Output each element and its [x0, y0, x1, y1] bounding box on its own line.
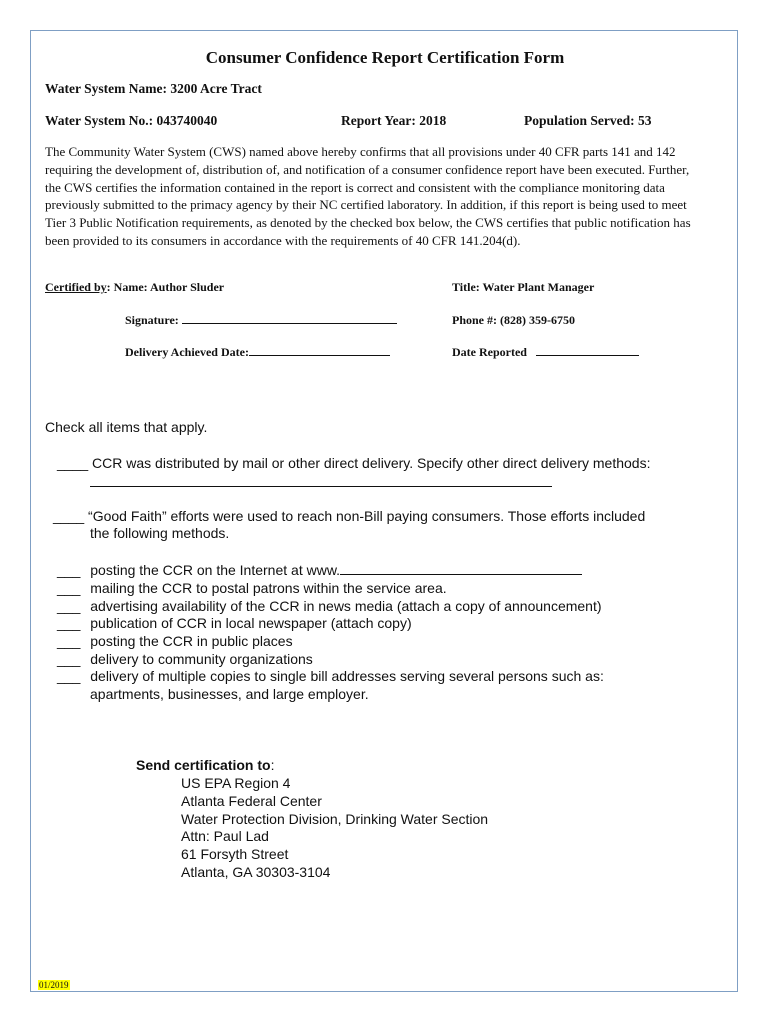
item-good-faith-cont: the following methods.: [90, 525, 230, 541]
method-public-places: [57, 633, 293, 649]
address-line: US EPA Region 4: [181, 775, 291, 791]
footer-date-highlight: 01/2019: [39, 980, 69, 990]
send-certification-label: Send certification to: [136, 757, 271, 773]
population-served: Population Served: 53: [524, 113, 652, 128]
check-blank-method[interactable]: ___: [57, 580, 81, 596]
water-system-number: Water System No.: 043740040: [45, 113, 218, 128]
send-certification-colon: :: [270, 757, 275, 773]
report-year: Report Year: 2018: [341, 113, 447, 128]
water-system-name: Water System Name: 3200 Acre Tract: [45, 81, 262, 96]
form-title: Consumer Confidence Report Certification Form: [205, 48, 565, 67]
method-label: advertising availability of the CCR in news media (attach a copy of announcement): [90, 598, 602, 614]
certified-by-label: Certified by: [45, 280, 107, 294]
check-blank-direct-delivery[interactable]: ____: [57, 455, 89, 471]
address-line: 61 Forsyth Street: [181, 846, 289, 862]
method-label: posting the CCR in public places: [90, 633, 293, 649]
method-label: delivery of multiple copies to single bill addresses serving several persons such as:: [90, 668, 604, 684]
method-label: mailing the CCR to postal patrons within the service area.: [90, 580, 447, 596]
item-good-faith: [53, 508, 645, 524]
signature-row: [125, 313, 397, 328]
address-line: Water Protection Division, Drinking Water Section: [181, 811, 489, 827]
certifier-title: Title: Water Plant Manager: [452, 280, 595, 294]
date-reported-row: [452, 345, 639, 360]
delivery-date-row: [125, 345, 390, 360]
address-line: Attn: Paul Lad: [181, 828, 269, 844]
date-reported-label: Date Reported: [452, 345, 527, 359]
method-internet: [57, 562, 582, 578]
footer-revision-date: [38, 975, 70, 993]
phone-number: Phone #: (828) 359-6750: [452, 313, 575, 327]
item-direct-delivery-label: CCR was distributed by mail or other direct delivery. Specify other direct delivery methods:: [92, 455, 651, 471]
method-multiple-copies-cont: apartments, businesses, and large employer.: [90, 686, 369, 702]
date-reported-field[interactable]: [536, 354, 639, 356]
method-mailing: [57, 580, 447, 596]
check-blank-method[interactable]: ___: [57, 562, 81, 578]
check-blank-method[interactable]: ___: [57, 668, 81, 684]
address-line: Atlanta Federal Center: [181, 793, 322, 809]
certifier-name: Name: Author Sluder: [113, 280, 225, 294]
method-advertising: [57, 598, 602, 614]
method-label: posting the CCR on the Internet at www.: [90, 562, 341, 578]
method-community-orgs: [57, 651, 313, 667]
certified-by-row: [45, 280, 224, 295]
check-blank-method[interactable]: ___: [57, 633, 81, 649]
direct-delivery-methods-field[interactable]: [90, 486, 552, 487]
delivery-date-label: Delivery Achieved Date:: [125, 345, 249, 359]
check-blank-method[interactable]: ___: [57, 615, 81, 631]
signature-label: Signature:: [125, 313, 179, 327]
certification-paragraph: The Community Water System (CWS) named above hereby confirms that all provisions under 40 CFR parts 141 and 142 requiring the development of, distribution of, and notification of a consumer confidence report have been executed. Further, the CWS certifies the information contained in the report is correct and consistent with the compliance monitoring data previously submitted to the primacy agency by their NC certified laboratory. In addition, if this report is being used to meet Tier 3 Public Notification requirements, as denoted by the checked box below, the CWS certifies that public notification has been provided to its consumers in accordance with the requirements of 40 CFR 141.204(d).: [45, 144, 691, 248]
method-label: publication of CCR in local newspaper (attach copy): [90, 615, 412, 631]
address-line: Atlanta, GA 30303-3104: [181, 864, 331, 880]
check-blank-method[interactable]: ___: [57, 598, 81, 614]
send-certification-heading: [136, 757, 274, 773]
method-multiple-copies: [57, 668, 604, 684]
check-blank-method[interactable]: ___: [57, 651, 81, 667]
signature-field[interactable]: [182, 322, 397, 324]
check-blank-good-faith[interactable]: ____: [53, 508, 85, 524]
method-newspaper: [57, 615, 412, 631]
item-good-faith-label: “Good Faith” efforts were used to reach non-Bill paying consumers. Those efforts included: [88, 508, 646, 524]
check-heading: Check all items that apply.: [45, 419, 208, 435]
method-label: delivery to community organizations: [90, 651, 313, 667]
item-direct-delivery: [57, 455, 650, 471]
delivery-date-field[interactable]: [249, 354, 390, 356]
certified-by-colon: :: [106, 280, 111, 294]
internet-url-field[interactable]: [340, 573, 582, 575]
